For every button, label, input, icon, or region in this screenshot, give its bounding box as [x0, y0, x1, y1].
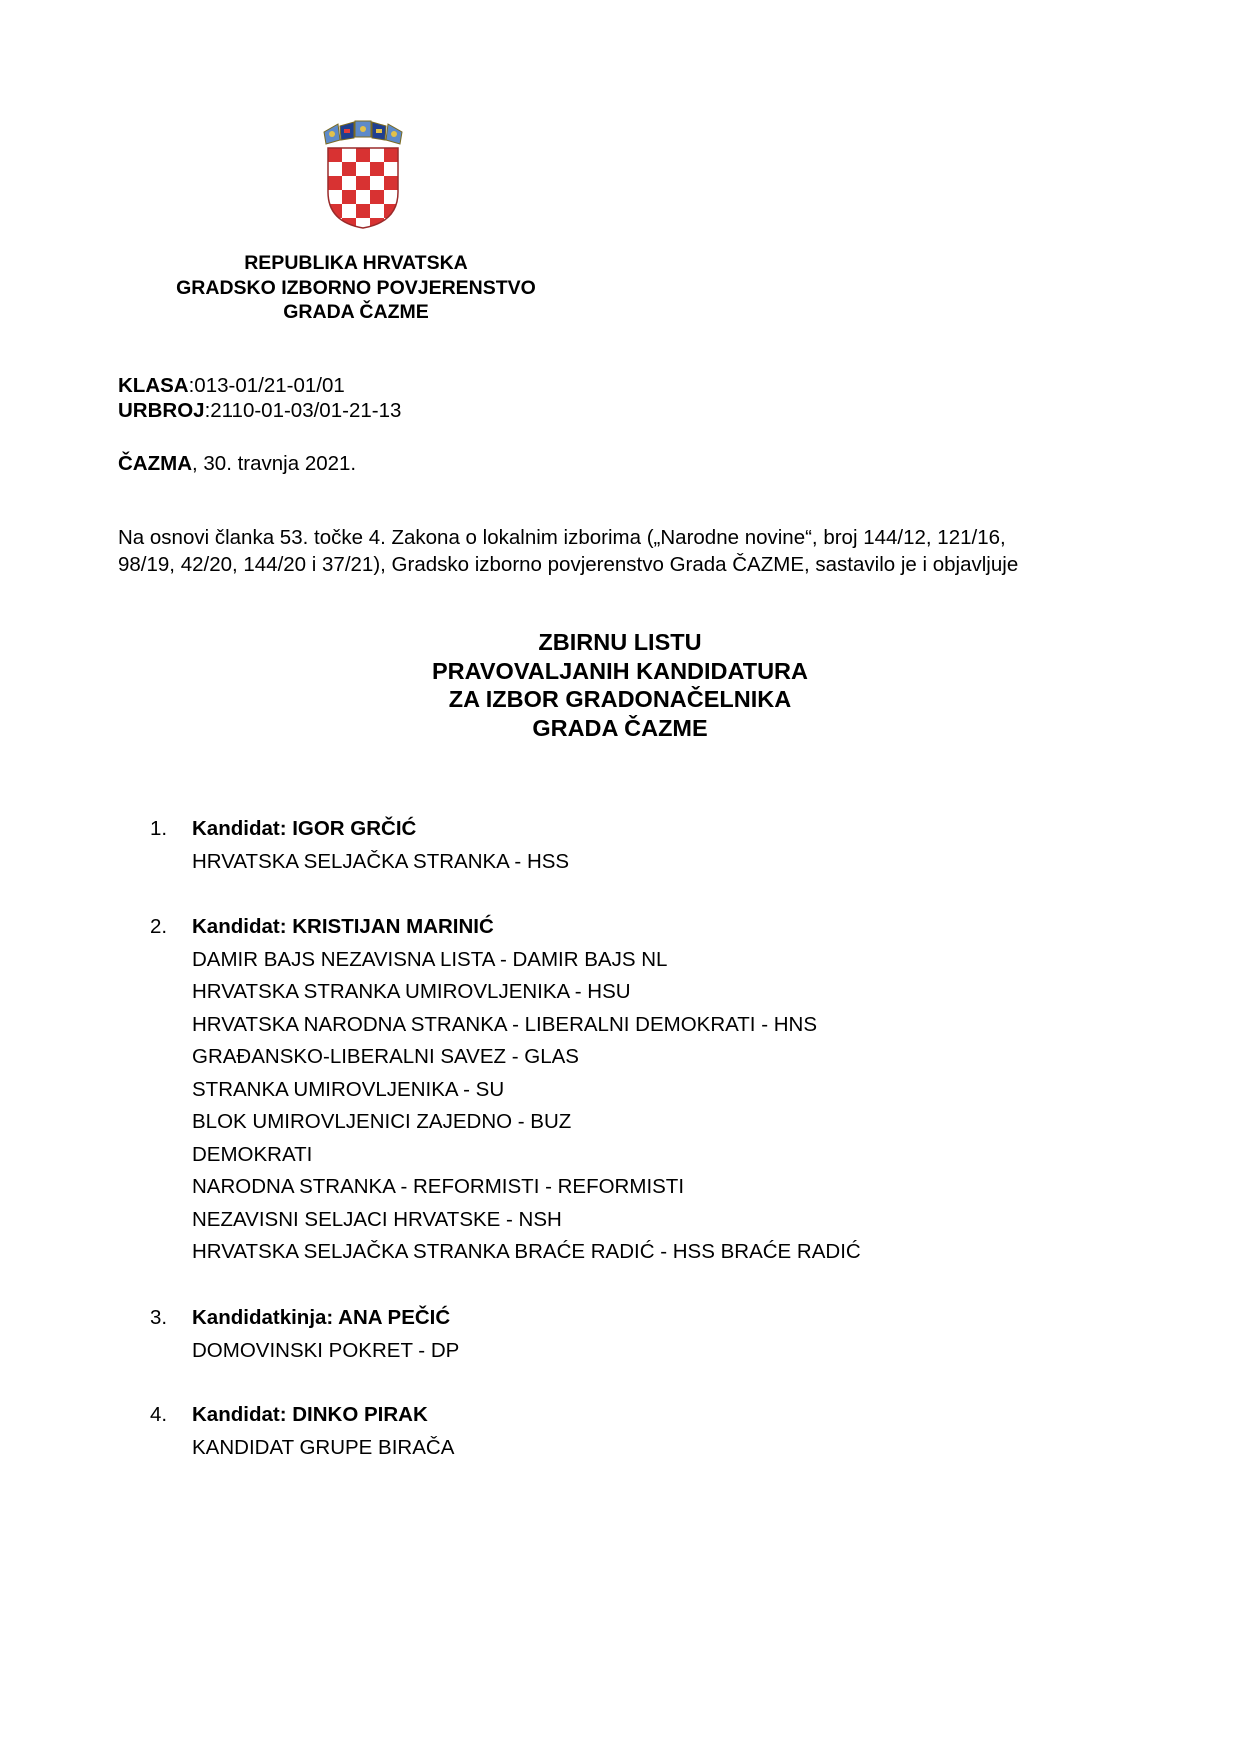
party-item: NEZAVISNI SELJACI HRVATSKE - NSH	[192, 1207, 562, 1231]
coat-of-arms-emblem	[318, 118, 408, 230]
klasa-line	[118, 373, 345, 398]
candidate-name: Kandidat: DINKO PIRAK	[192, 1403, 428, 1426]
title-line-2: PRAVOVALJANIH KANDIDATURA	[432, 657, 808, 684]
party-item: GRAĐANSKO-LIBERALNI SAVEZ - GLAS	[192, 1045, 579, 1068]
klasa-value: :013-01/21-01/01	[188, 374, 345, 397]
party-item: DOMOVINSKI POKRET - DP	[192, 1338, 460, 1362]
title-line-1: ZBIRNU LISTU	[538, 629, 702, 655]
candidate-number: 4.	[150, 1403, 168, 1426]
institution-header	[136, 251, 576, 325]
candidate-name: Kandidatkinja: ANA PEČIĆ	[192, 1306, 451, 1329]
party-list	[192, 846, 569, 879]
intro-paragraph	[118, 524, 1128, 578]
header-line-commission: GRADSKO IZBORNO POVJERENSTVO	[176, 276, 536, 299]
intro-line-2: 98/19, 42/20, 144/20 i 37/21), Gradsko izborno povjerenstvo Grada ČAZME, sastavilo je i objavljuje	[118, 553, 1019, 576]
header-line-city: GRADA ČAZME	[283, 301, 429, 323]
urbroj-value: :2110-01-03/01-21-13	[204, 399, 402, 422]
document-date: , 30. travnja 2021.	[192, 452, 357, 475]
place-date-line	[118, 451, 356, 476]
party-item: DAMIR BAJS NEZAVISNA LISTA - DAMIR BAJS NL	[192, 947, 668, 971]
party-item: HRVATSKA SELJAČKA STRANKA - HSS	[192, 849, 570, 873]
candidate-number: 3.	[150, 1306, 168, 1329]
candidate-name: Kandidat: KRISTIJAN MARINIĆ	[192, 915, 494, 938]
party-list	[192, 1335, 459, 1368]
title-line-3: ZA IZBOR GRADONAČELNIKA	[448, 686, 792, 712]
urbroj-line	[118, 398, 401, 423]
party-list	[192, 944, 861, 1269]
document-title	[370, 628, 870, 742]
party-list	[192, 1432, 454, 1465]
header-line-republic: REPUBLIKA HRVATSKA	[244, 252, 468, 274]
candidate-name: Kandidat: IGOR GRČIĆ	[192, 817, 417, 840]
party-item: KANDIDAT GRUPE BIRAČA	[192, 1435, 455, 1459]
party-item: BLOK UMIROVLJENICI ZAJEDNO - BUZ	[192, 1110, 572, 1133]
party-item: HRVATSKA STRANKA UMIROVLJENIKA - HSU	[192, 980, 631, 1003]
candidate-number: 2.	[150, 915, 168, 938]
place-name: ČAZMA	[118, 452, 193, 475]
klasa-label: KLASA	[118, 374, 189, 397]
urbroj-label: URBROJ	[118, 399, 205, 422]
party-item: NARODNA STRANKA - REFORMISTI - REFORMISTI	[192, 1175, 685, 1198]
party-item: HRVATSKA SELJAČKA STRANKA BRAĆE RADIĆ - HSS BRAĆE RADIĆ	[192, 1240, 861, 1263]
party-item: HRVATSKA NARODNA STRANKA - LIBERALNI DEMOKRATI - HNS	[192, 1012, 817, 1036]
party-item: STRANKA UMIROVLJENIKA - SU	[192, 1077, 505, 1101]
party-item: DEMOKRATI	[192, 1142, 313, 1166]
candidate-number: 1.	[150, 817, 168, 840]
title-line-4: GRADA ČAZME	[532, 714, 708, 741]
intro-line-1: Na osnovi članka 53. točke 4. Zakona o lokalnim izborima („Narodne novine“, broj 144/12, 121/16,	[118, 526, 1006, 549]
